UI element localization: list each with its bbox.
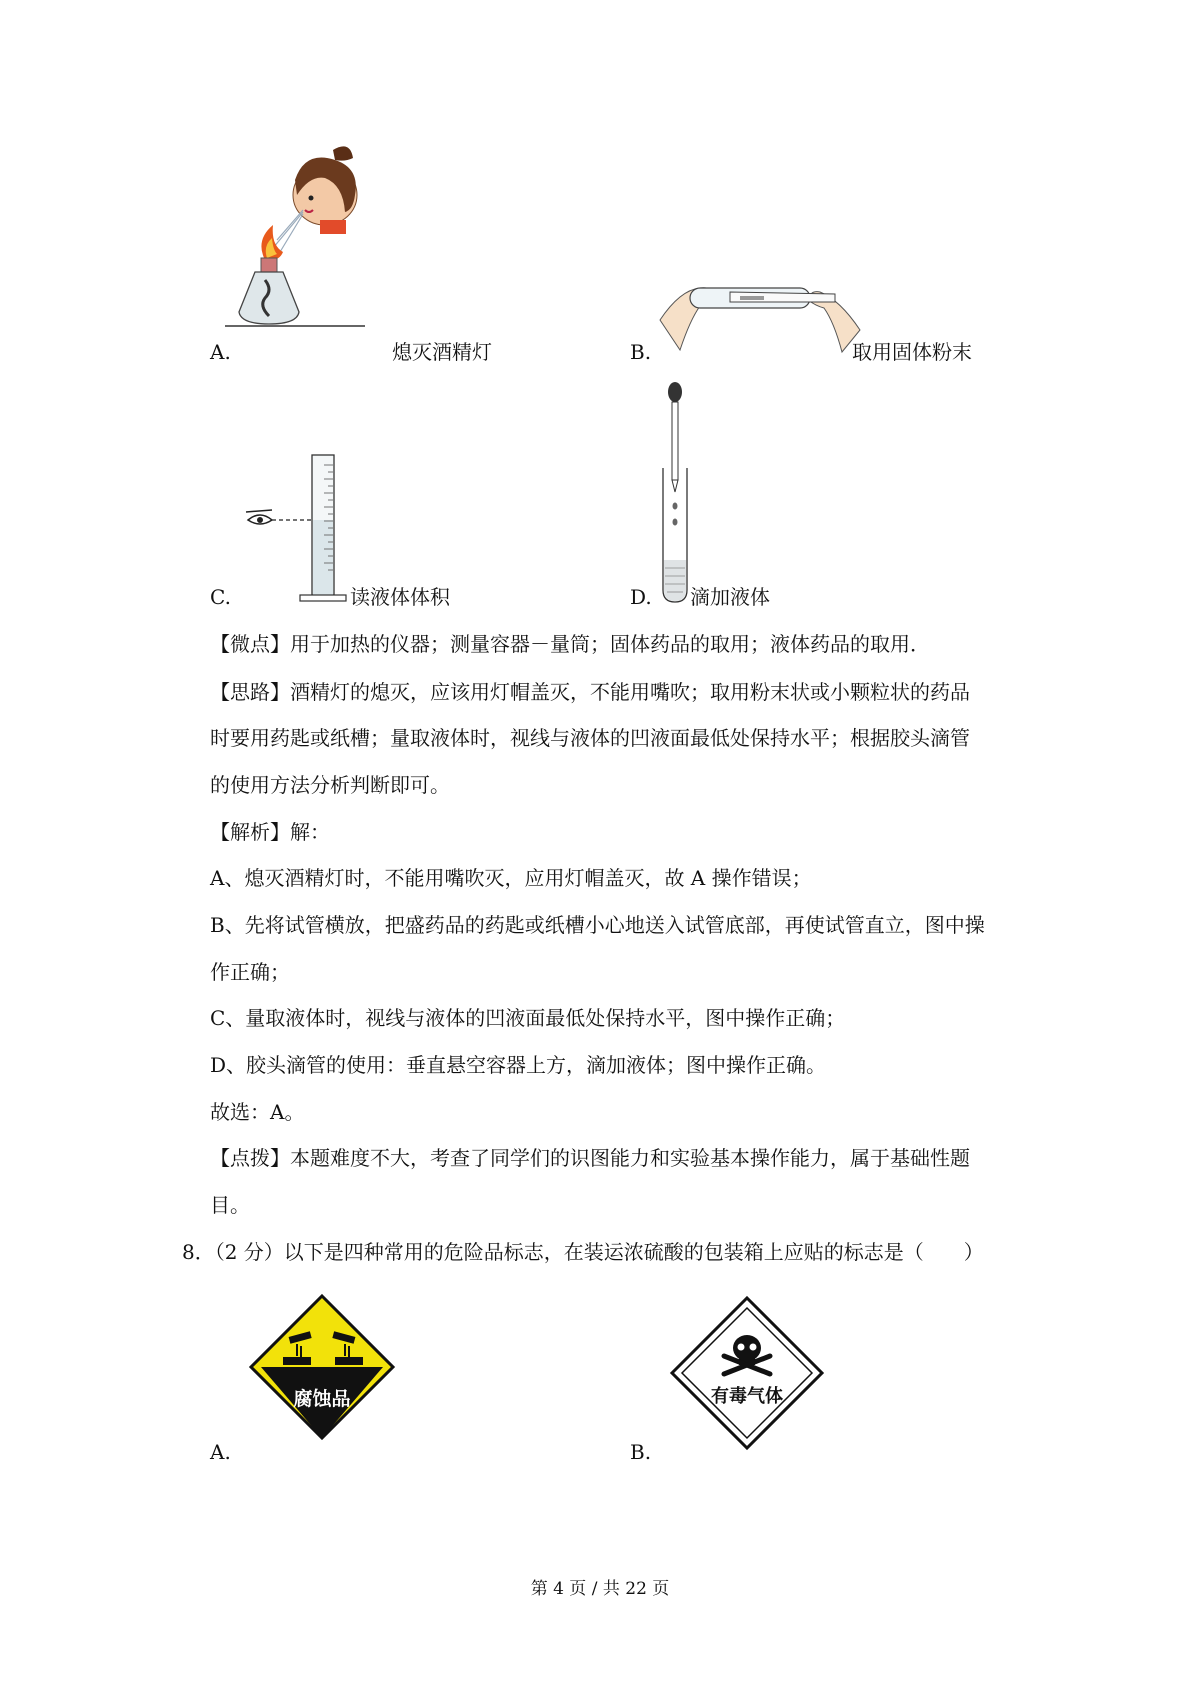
dropper-test-tube-illustration: [655, 380, 695, 606]
option-b-caption: 取用固体粉末: [852, 340, 972, 364]
option-c-letter: C.: [210, 585, 231, 609]
silu-line-3: 的使用方法分析判断即可。: [210, 773, 450, 797]
silu-line-1: 【思路】酒精灯的熄灭，应该用灯帽盖灭，不能用嘴吹；取用粉末状或小颗粒状的药品: [210, 680, 970, 704]
test-tube-powder-illustration: [660, 260, 860, 355]
toxic-gas-sign-text: 有毒气体: [711, 1386, 783, 1407]
analysis-option-d: D、胶头滴管的使用：垂直悬空容器上方，滴加液体；图中操作正确。: [210, 1053, 827, 1077]
analysis-option-b-1: B、先将试管横放，把盛药品的药匙或纸槽小心地送入试管底部，再使试管直立，图中操: [210, 913, 985, 937]
toxic-gas-sign-icon: [670, 1296, 824, 1450]
corrosive-sign-text: 腐蚀品: [293, 1388, 351, 1410]
dianbo-line-2: 目。: [210, 1193, 250, 1217]
silu-line-2: 时要用药匙或纸槽；量取液体时，视线与液体的凹液面最低处保持水平；根据胶头滴管: [210, 726, 970, 750]
analysis-option-b-2: 作正确；: [210, 960, 290, 984]
option-b-letter: B.: [630, 340, 652, 364]
alcohol-lamp-girl-illustration: [225, 140, 365, 340]
option-d-letter: D.: [630, 585, 652, 609]
option-a-caption: 熄灭酒精灯: [392, 340, 492, 364]
dianbo-line-1: 【点拨】本题难度不大，考查了同学们的识图能力和实验基本操作能力，属于基础性题: [210, 1146, 970, 1170]
option-c-caption: 读液体体积: [350, 585, 450, 609]
analysis-option-c: C、量取液体时，视线与液体的凹液面最低处保持水平，图中操作正确；: [210, 1006, 846, 1030]
question-8-stem: 8．（2 分）以下是四种常用的危险品标志，在装运浓硫酸的包装箱上应贴的标志是（ ）: [182, 1240, 984, 1264]
weidian-line: 【微点】用于加热的仪器；测量容器－量筒；固体药品的取用；液体药品的取用．: [210, 632, 930, 656]
question-8-option-b-letter: B.: [630, 1440, 652, 1464]
option-d-caption: 滴加液体: [690, 585, 770, 609]
jiexi-line: 【解析】解：: [210, 820, 330, 844]
graduated-cylinder-illustration: [244, 450, 364, 606]
analysis-option-a: A、熄灭酒精灯时，不能用嘴吹灭，应用灯帽盖灭，故 A 操作错误；: [210, 866, 812, 890]
option-a-letter: A.: [210, 340, 231, 364]
question-8-option-a-letter: A.: [210, 1440, 231, 1464]
corrosive-sign-icon: [249, 1294, 395, 1440]
answer-line: 故选：A。: [210, 1100, 305, 1124]
page-footer: 第 4 页 / 共 22 页: [530, 1579, 670, 1599]
